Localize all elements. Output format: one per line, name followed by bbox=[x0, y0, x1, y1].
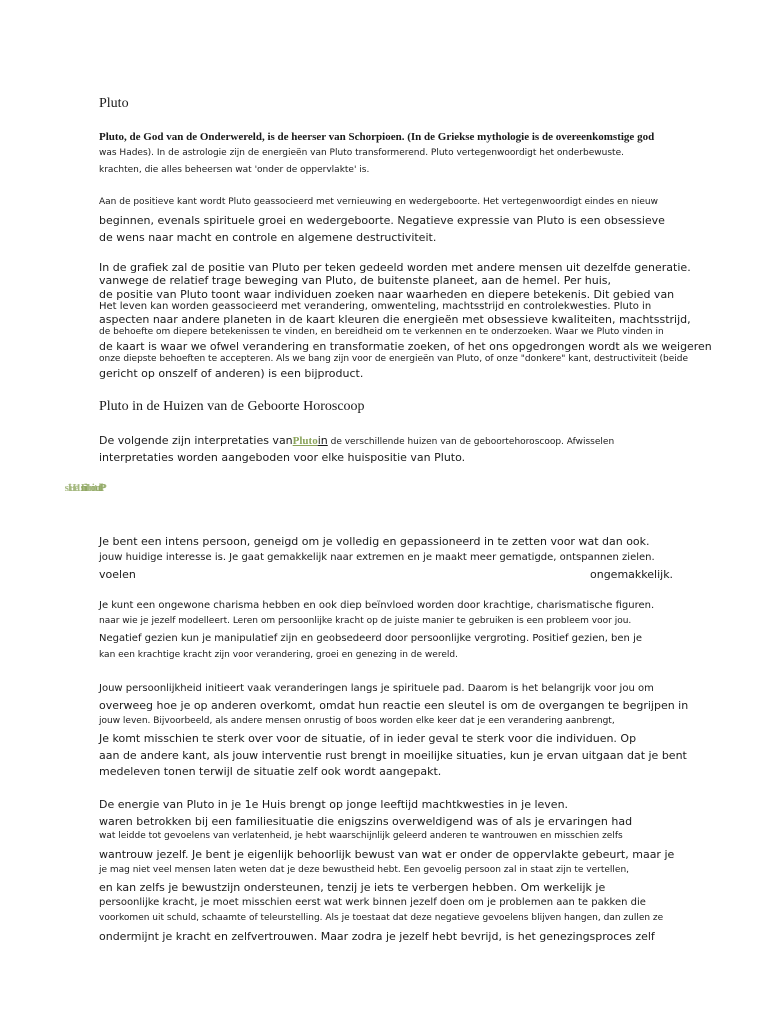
paragraph-line: Jouw persoonlijkheid initieert vaak veranderingen langs je spirituele pad. Daarom is het belangrijk voor jou om bbox=[99, 683, 654, 694]
paragraph-line: de behoefte om diepere betekenissen te vinden, en bereidheid om te verkennen en te onderzoeken. Waar we Pluto vinden in bbox=[99, 327, 664, 337]
paragraph-line: aspecten naar andere planeten in de kaart kleuren die energieën met obsessieve kwaliteiten, machtsstrijd, bbox=[99, 313, 691, 326]
paragraph-line: voelen bbox=[99, 568, 136, 581]
section-heading: Pluto in de Huizen van de Geboorte Horoscoop bbox=[99, 399, 365, 414]
paragraph-line: jouw leven. Bijvoorbeeld, als andere mensen onrustig of boos worden elke keer dat je een verandering aanbrengt, bbox=[99, 716, 615, 726]
paragraph-line: interpretaties worden aangeboden voor elke huispositie van Pluto. bbox=[99, 451, 466, 464]
paragraph-line: gericht op onszelf of anderen) is een bijproduct. bbox=[99, 367, 364, 380]
paragraph-line: Je kunt een ongewone charisma hebben en ook diep beïnvloed worden door krachtige, charismatische figuren. bbox=[99, 600, 655, 611]
paragraph-line: persoonlijke kracht, je moet misschien eerst wat werk binnen jezelf doen om je problemen aan te pakken die bbox=[99, 897, 646, 908]
intro-line: was Hades). In de astrologie zijn de energieën van Pluto transformerend. Pluto vertegenwoordigt het onderbewuste. bbox=[99, 148, 624, 158]
paragraph-line: jouw huidige interesse is. Je gaat gemakkelijk naar extremen en je maakt meer gematigde, ontspannen zielen. bbox=[99, 552, 655, 563]
intro-line: krachten, die alles beheersen wat 'onder de oppervlakte' is. bbox=[99, 165, 370, 175]
in-link[interactable]: in bbox=[317, 434, 328, 447]
paragraph-text: De volgende zijn interpretaties van bbox=[99, 434, 293, 447]
paragraph-line: beginnen, evenals spirituele groei en wedergeboorte. Negatieve expressie van Pluto is een obsessieve bbox=[99, 214, 665, 227]
paragraph-line: Negatief gezien kun je manipulatief zijn en geobsedeerd door persoonlijke vergroting. Positief gezien, ben je bbox=[99, 633, 642, 644]
intro-line: Pluto, de God van de Onderwereld, is de heerser van Schorpioen. (In de Griekse mythologie is de overeenkomstige god bbox=[99, 131, 655, 143]
paragraph-line: aan de andere kant, als jouw interventie rust brengt in moeilijke situaties, kun je ervan uitgaan dat je bent bbox=[99, 749, 687, 762]
paragraph-line: de wens naar macht en controle en algemene destructiviteit. bbox=[99, 231, 437, 244]
page-title: Pluto bbox=[99, 96, 129, 111]
paragraph-line: de positie van Pluto toont waar individuen zoeken naar waarheden en diepere betekenis. Dit gebied van bbox=[99, 288, 675, 301]
paragraph-line: naar wie je jezelf modelleert. Leren om persoonlijke kracht op de juiste manier te gebruiken is een probleem voor jou. bbox=[99, 616, 632, 626]
paragraph-line bbox=[99, 434, 614, 449]
paragraph-line: de kaart is waar we ofwel verandering en transformatie zoeken, of het ons opgedrongen wordt als we weigeren bbox=[99, 340, 712, 353]
paragraph-line: vanwege de relatief trage beweging van Pluto, de buitenste planeet, aan de hemel. Per huis, bbox=[99, 274, 612, 287]
paragraph-line: In de grafiek zal de positie van Pluto per teken gedeeld worden met andere mensen uit dezelfde generatie. bbox=[99, 261, 691, 274]
house-heading bbox=[99, 482, 159, 500]
paragraph-line: onze diepste behoeften te accepteren. Als we bang zijn voor de energieën van Pluto, of onze "donkere" kant, destructiviteit (beide bbox=[99, 354, 688, 364]
paragraph-text: de verschillende huizen van de geboortehoroscoop. Afwisselen bbox=[327, 437, 615, 447]
paragraph-line: overweeg hoe je op anderen overkomt, omdat hun reactie een sleutel is om de overgangen te begrijpen in bbox=[99, 699, 689, 712]
paragraph-line: Het leven kan worden geassocieerd met verandering, omwenteling, machtsstrijd en controlekwesties. Pluto in bbox=[99, 301, 652, 312]
paragraph-line: ongemakkelijk. bbox=[590, 568, 674, 581]
paragraph-line: voorkomen uit schuld, schaamte of teleurstelling. Als je toestaat dat deze negatieve gevoelens blijven hangen, dan zullen ze bbox=[99, 913, 664, 923]
paragraph-line: en kan zelfs je bewustzijn ondersteunen, tenzij je iets te verbergen hebben. Om werkelijk je bbox=[99, 881, 606, 894]
paragraph-line: Je komt misschien te sterk over voor de situatie, of in ieder geval te sterk voor die individuen. Op bbox=[99, 732, 637, 745]
paragraph-line: waren betrokken bij een familiesituatie die enigszins overweldigend was of als je ervaringen had bbox=[99, 815, 633, 828]
paragraph-line: wantrouw jezelf. Je bent je eigenlijk behoorlijk bewust van wat er onder de oppervlakte gebeurt, maar je bbox=[99, 848, 675, 861]
paragraph-line: je mag niet veel mensen laten weten dat je deze bewustheid hebt. Een gevoelig persoon zal in staat zijn te vertellen, bbox=[99, 865, 630, 875]
paragraph-line: medeleven tonen terwijl de situatie zelf ook wordt aangepakt. bbox=[99, 765, 442, 778]
paragraph-line: Je bent een intens persoon, geneigd om je volledig en gepassioneerd in te zetten voor wat dan ook. bbox=[99, 535, 650, 548]
paragraph-line: wat leidde tot gevoelens van verlatenheid, je hebt waarschijnlijk geleerd anderen te wantrouwen en misschien zelfs bbox=[99, 831, 623, 841]
paragraph-line: De energie van Pluto in je 1e Huis brengt op jonge leeftijd machtkwesties in je leven. bbox=[99, 798, 569, 811]
pluto-link[interactable]: Pluto bbox=[292, 435, 318, 447]
paragraph-line: kan een krachtige kracht zijn voor verandering, groei en genezing in de wereld. bbox=[99, 650, 458, 660]
paragraph-line: Aan de positieve kant wordt Pluto geassocieerd met vernieuwing en wedergeboorte. Het vertegenwoordigt eindes en nieuw bbox=[99, 197, 658, 207]
paragraph-line: ondermijnt je kracht en zelfvertrouwen. Maar zodra je jezelf hebt bevrijd, is het genezingsproces zelf bbox=[99, 930, 655, 943]
